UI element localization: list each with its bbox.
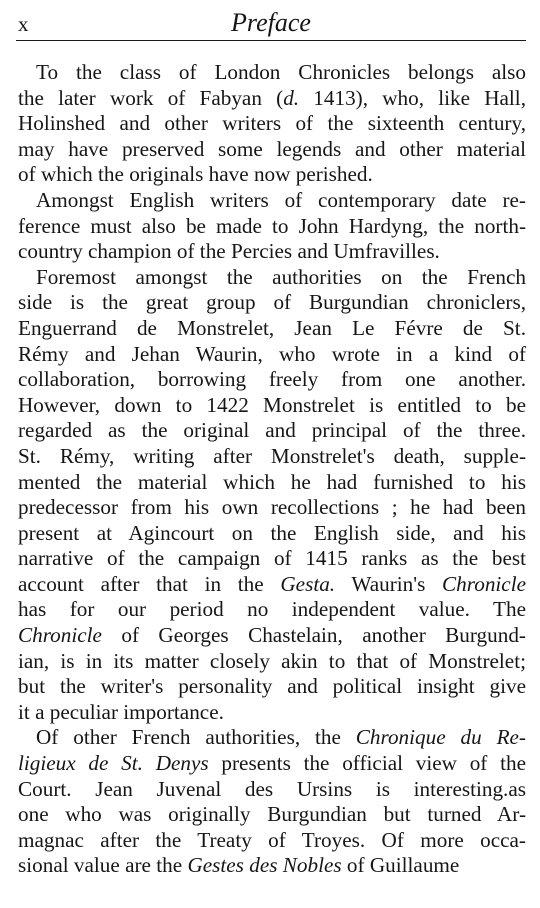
text-line	[18, 725, 526, 751]
italic-text: Gesta.	[280, 571, 336, 596]
text-line	[18, 828, 526, 854]
paragraph	[18, 60, 526, 188]
text-line	[18, 649, 526, 675]
text-line	[18, 674, 526, 700]
text-line	[18, 470, 526, 496]
text-line	[18, 60, 526, 86]
text-run: Of other French authorities, the	[36, 725, 356, 750]
text-run: Holinshed and other writers of the sixteenth century,	[18, 111, 526, 136]
text-line	[18, 495, 526, 521]
text-run: Enguerrand de Monstrelet, Jean Le Févre de St.	[18, 315, 526, 340]
paragraph	[18, 188, 526, 265]
text-line	[18, 572, 526, 598]
text-run: the later work of Fabyan (	[18, 85, 284, 110]
text-line	[18, 342, 526, 368]
italic-text: d.	[283, 85, 300, 110]
text-run: Court. Jean Juvenal des Ursins is interesting.as	[18, 776, 526, 801]
body-text	[18, 60, 526, 879]
text-run: ference must also be made to John Hardyng, the north-	[18, 213, 526, 238]
text-line	[18, 853, 526, 879]
text-line	[18, 521, 526, 547]
text-line	[18, 393, 526, 419]
text-line	[18, 623, 526, 649]
text-run: narrative of the campaign of 1415 ranks as the best	[18, 546, 526, 571]
text-line	[18, 802, 526, 828]
text-line	[18, 546, 526, 572]
text-run: one who was originally Burgundian but turned Ar-	[18, 802, 526, 827]
text-line	[18, 751, 526, 777]
text-run: St. Rémy, writing after Monstrelet's death, supple-	[18, 443, 526, 468]
text-run: sional value are the	[18, 853, 188, 878]
text-run: country champion of the Percies and Umfravilles.	[18, 239, 440, 264]
text-run: side is the great group of Burgundian chroniclers,	[18, 290, 526, 315]
text-run: account after that in the	[18, 571, 281, 596]
text-run: Rémy and Jehan Waurin, who wrote in a kind of	[18, 341, 526, 366]
text-line	[18, 290, 526, 316]
italic-text: Gestes des Nobles	[187, 853, 342, 878]
text-run: magnac after the Treaty of Troyes. Of more occa-	[18, 827, 526, 852]
text-line	[18, 162, 526, 188]
text-run: presents the official view of the	[208, 751, 526, 776]
text-line	[18, 597, 526, 623]
text-run: ian, is in its matter closely akin to that of Monstrelet;	[18, 648, 526, 673]
text-run: regarded as the original and principal of the three.	[18, 418, 526, 443]
running-title: Preface	[231, 8, 311, 37]
text-run: of Guillaume	[341, 853, 460, 878]
text-run: However, down to 1422 Monstrelet is entitled to be	[18, 392, 526, 417]
text-line	[18, 777, 526, 803]
text-run: it a peculiar importance.	[18, 699, 224, 724]
text-run: but the writer's personality and political insight give	[18, 674, 526, 699]
italic-text: Chronique du Re-	[355, 725, 526, 750]
text-line	[18, 265, 526, 291]
text-line	[18, 188, 526, 214]
text-run: Amongst English writers of contemporary date re-	[36, 187, 526, 212]
paragraph	[18, 725, 526, 879]
text-run: 1413), who, like Hall,	[299, 85, 526, 110]
text-line	[18, 418, 526, 444]
text-line	[18, 86, 526, 112]
text-run: of Georges Chastelain, another Burgund-	[101, 623, 526, 648]
paragraph	[18, 265, 526, 726]
text-line	[18, 214, 526, 240]
text-run: To the class of London Chronicles belongs also	[36, 60, 526, 84]
text-line	[18, 239, 526, 265]
text-run: of which the originals have now perished.	[18, 162, 373, 187]
text-line	[18, 444, 526, 470]
page-number: x	[18, 12, 30, 36]
text-run: predecessor from his own recollections ; he had been	[18, 495, 526, 520]
text-run: may have preserved some legends and other material	[18, 136, 526, 161]
text-run: has for our period no independent value. The	[18, 597, 526, 622]
text-run: Foremost amongst the authorities on the French	[36, 264, 526, 289]
text-line	[18, 111, 526, 137]
text-run: Waurin's	[335, 571, 443, 596]
text-run: collaboration, borrowing freely from one another.	[18, 367, 526, 392]
italic-text: Chronicle	[18, 623, 102, 648]
text-line	[18, 316, 526, 342]
page-header	[16, 4, 526, 41]
italic-text: Chronicle	[442, 571, 526, 596]
text-line	[18, 137, 526, 163]
text-run: present at Agincourt on the English side, and his	[18, 520, 526, 545]
text-line	[18, 367, 526, 393]
text-line	[18, 700, 526, 726]
text-run: mented the material which he had furnished to his	[18, 469, 526, 494]
italic-text: ligieux de St. Denys	[18, 751, 209, 776]
